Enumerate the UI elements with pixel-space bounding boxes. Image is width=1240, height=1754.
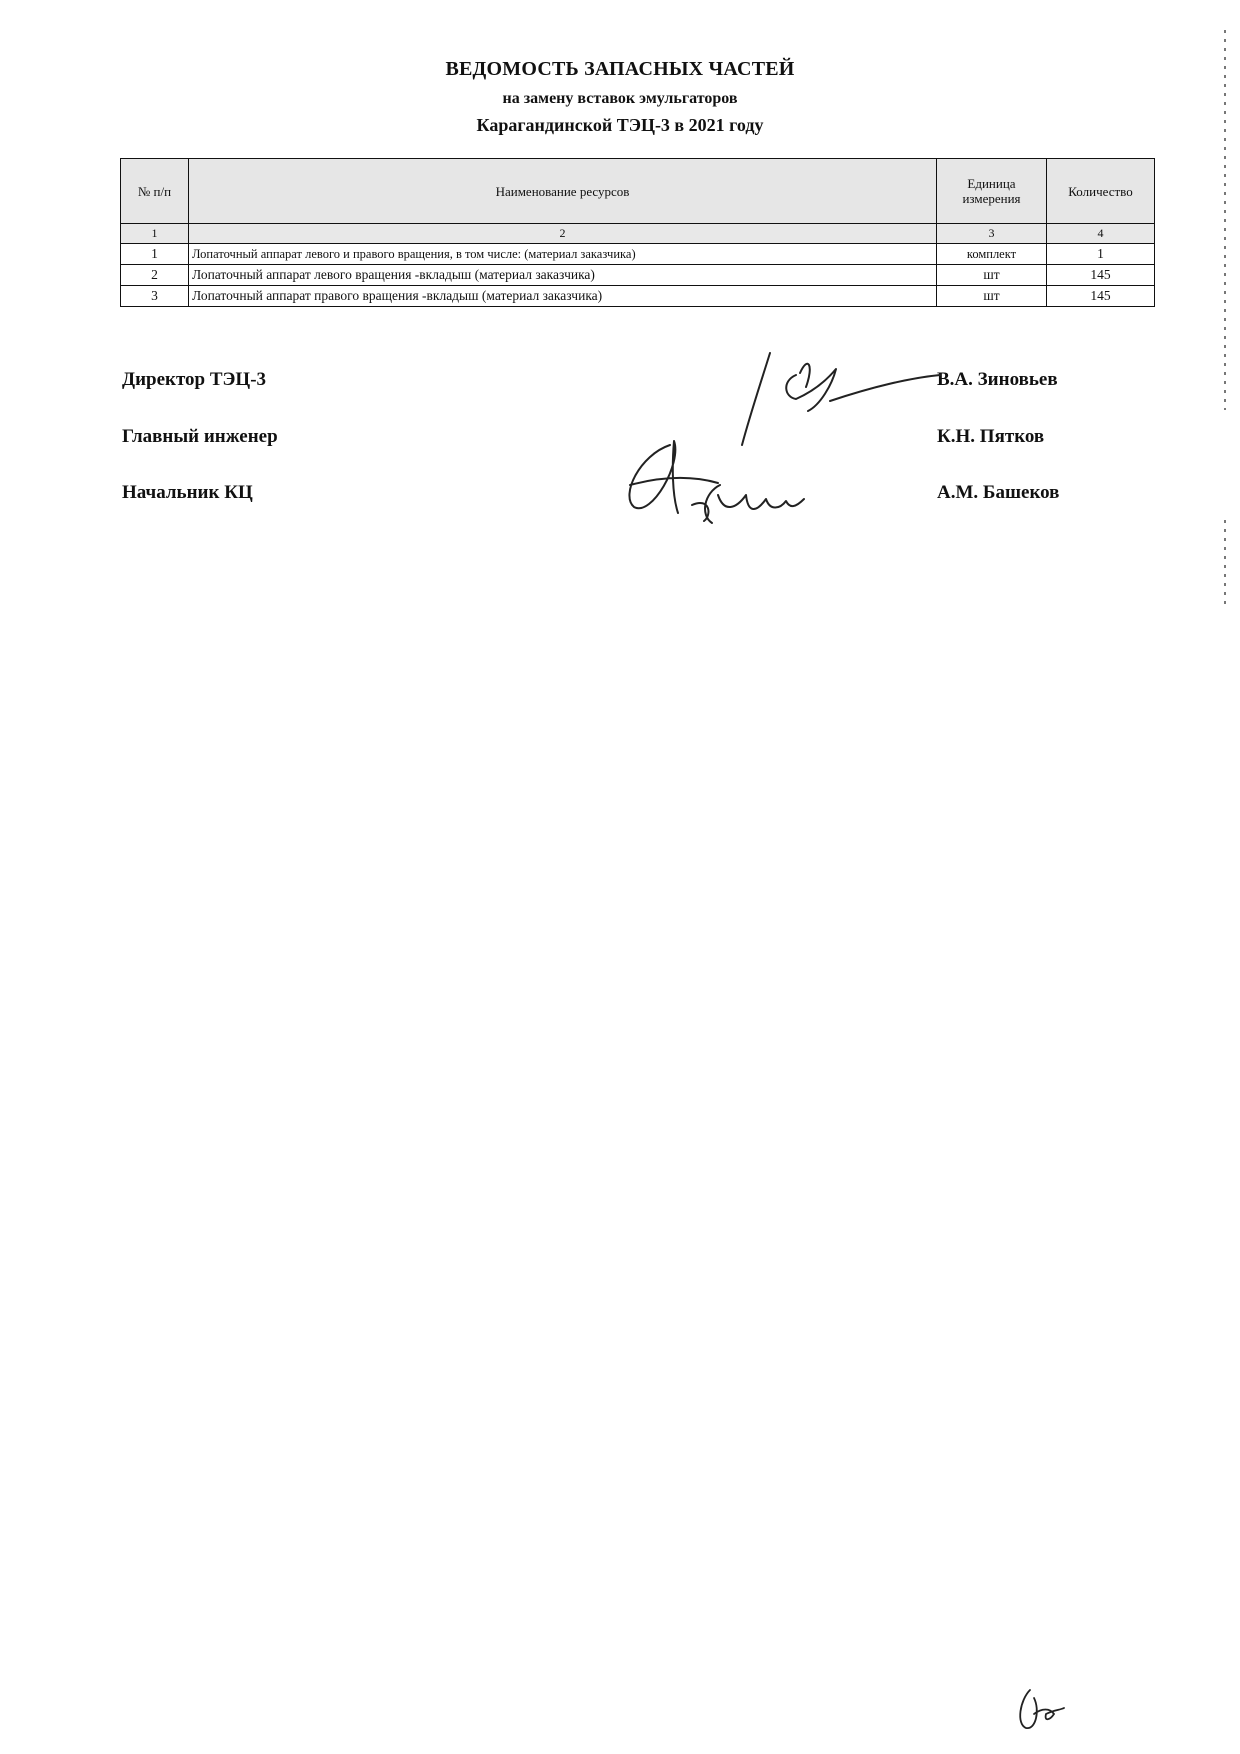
column-number: 2 (189, 224, 937, 244)
header-unit: Единица измерения (937, 159, 1047, 224)
column-number: 4 (1047, 224, 1155, 244)
row-resource-name: Лопаточный аппарат левого вращения -вкладыш (материал заказчика) (189, 265, 937, 286)
column-number-row (121, 224, 1155, 244)
row-unit: шт (937, 265, 1047, 286)
spare-parts-table (120, 158, 1155, 307)
row-unit: комплект (937, 244, 1047, 265)
row-number: 1 (121, 244, 189, 265)
header-number: № п/п (121, 159, 189, 224)
row-number: 2 (121, 265, 189, 286)
table-row (121, 244, 1155, 265)
document-subtitle-2: Карагандинской ТЭЦ-3 в 2021 году (476, 115, 764, 135)
handwritten-signatures (600, 345, 960, 545)
table-row (121, 265, 1155, 286)
scan-margin-mark (1224, 520, 1226, 610)
signatory-name-director: В.А. Зиновьев (937, 369, 1058, 390)
row-quantity: 145 (1047, 265, 1155, 286)
row-resource-name: Лопаточный аппарат правого вращения -вкладыш (материал заказчика) (189, 286, 937, 307)
column-number: 1 (121, 224, 189, 244)
row-quantity: 145 (1047, 286, 1155, 307)
signatory-position-head-kc: Начальник КЦ (122, 482, 253, 503)
signatory-name-head-kc: А.М. Башеков (937, 482, 1060, 503)
signature-head-kc (705, 485, 804, 523)
row-resource-name: Лопаточный аппарат левого и правого вращения, в том числе: (материал заказчика) (189, 244, 937, 265)
signatory-name-chief-engineer: К.Н. Пятков (937, 426, 1045, 447)
header-quantity: Количество (1047, 159, 1155, 224)
column-number: 3 (937, 224, 1047, 244)
scan-margin-mark (1224, 30, 1226, 410)
document-subtitle-1: на замену вставок эмульгаторов (502, 90, 738, 107)
row-quantity: 1 (1047, 244, 1155, 265)
row-unit: шт (937, 286, 1047, 307)
header-resource-name: Наименование ресурсов (189, 159, 937, 224)
document-title: ВЕДОМОСТЬ ЗАПАСНЫХ ЧАСТЕЙ (445, 58, 795, 80)
initials-mark (1010, 1680, 1070, 1740)
signatory-position-director: Директор ТЭЦ-3 (122, 369, 267, 390)
signature-director (742, 353, 940, 445)
table-row (121, 286, 1155, 307)
table-header-row (121, 159, 1155, 224)
row-number: 3 (121, 286, 189, 307)
signatory-position-chief-engineer: Главный инженер (122, 426, 278, 447)
